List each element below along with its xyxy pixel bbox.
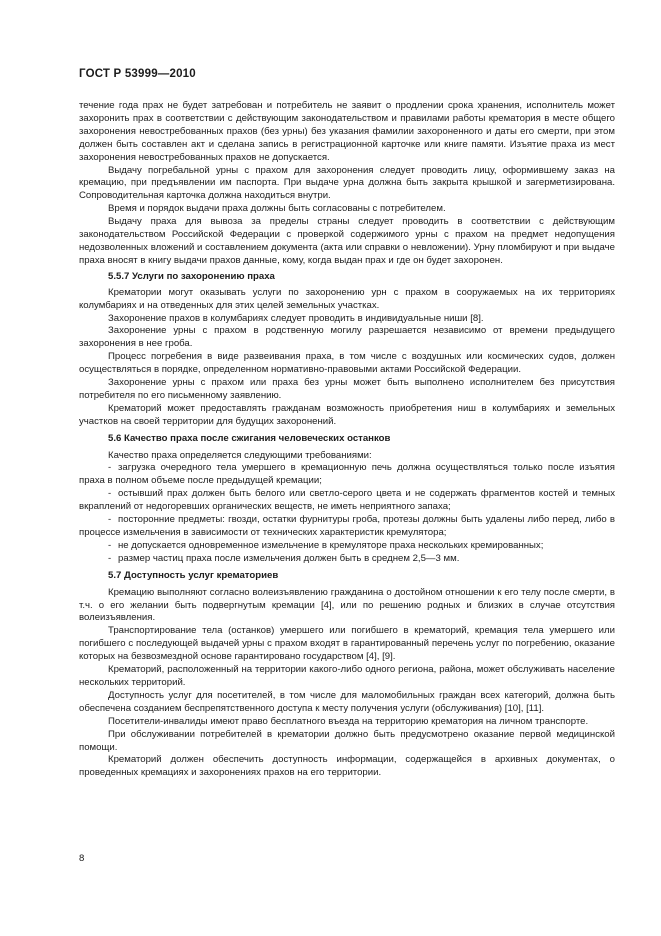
list-item	[79, 553, 615, 566]
paragraph: Время и порядок выдачи праха должны быть согласованы с потребителем.	[108, 203, 446, 215]
paragraph: Процесс погребения в виде развеивания праха, в том числе с воздушных или космических судов, должен осуществляться в порядке, определенном нормативно-правовыми актами Российской Федерации.	[79, 351, 615, 376]
list-item	[79, 462, 615, 488]
list-dash: -	[108, 514, 112, 526]
paragraph: Крематорий, расположенный на территории какого-либо одного региона, района, может обслуживать население нескольких территорий.	[79, 664, 615, 688]
list-item-text: посторонние предметы: гвозди, остатки фурнитуры гроба, протезы должны быть удалены либо перед, либо в процессе измельчения в зависимости от технических характеристик кремулятора;	[79, 514, 615, 538]
list-item-text: загрузка очередного тела умершего в кремационную печь должна осуществляться только после изъятия праха в полном объеме после предыдущей кремации;	[79, 462, 615, 487]
document-header: ГОСТ Р 53999—2010	[79, 68, 196, 80]
list-dash: -	[108, 539, 112, 551]
paragraph: Крематорий может предоставлять гражданам возможность приобретения ниш в колумбариях и земельных участков на своей территории для будущих захоронений.	[79, 402, 615, 427]
paragraph: Транспортирование тела (останков) умершего или погибшего в крематорий, кремация тела умершего или погибшего с последующей выдачей урны с прахом входят в гарантированный перечень услуг по погребению, оказание которых на безвозмездной основе гарантировано государством [4], [9].	[79, 625, 615, 663]
list-dash: -	[108, 552, 112, 564]
paragraph: Крематории могут оказывать услуги по захоронению урн с прахом в сооружаемых на их территориях колумбариях и на отведенных для этих целей земельных участках.	[79, 286, 615, 311]
paragraph: Крематорий должен обеспечить доступность информации, содержащейся в архивных документах, о проведенных кремациях и захоронениях прахов на его территории.	[79, 754, 615, 779]
list-item-text: остывший прах должен быть белого или светло-серого цвета и не содержать фрагментов костей и темных вкраплений от недогоревших органических веществ, не иметь неприятного запаха;	[79, 488, 615, 513]
paragraph: Качество праха определяется следующими требованиями:	[108, 449, 372, 461]
list-item	[79, 540, 615, 553]
paragraph: Захоронение урны с прахом в родственную могилу разрешается независимо от времени предыдущего захоронения в нее гроба.	[79, 325, 615, 350]
list-item-text: не допускается одновременное измельчение в кремуляторе праха нескольких кремированных;	[118, 539, 544, 551]
list-item	[79, 514, 615, 540]
list-item	[79, 488, 615, 514]
list-dash: -	[108, 488, 112, 500]
paragraph: Захоронение прахов в колумбариях следует проводить в индивидуальные ниши [8].	[108, 312, 484, 324]
paragraph: При обслуживании потребителей в крематории должно быть предусмотрено оказание первой медицинской помощи.	[79, 728, 615, 753]
paragraph: Выдачу праха для вывоза за пределы страны следует проводить в соответствии с действующим законодательством Российской Федерации с проверкой содержимого урны с прахом на предмет недопущения недозволенных вложений и составлением документа (акта или справки о невложении). Урну пломбируют и при выдаче праха вносят в книгу выдачи прахов данные, кому, когда выдан прах и где он будет захоронен.	[79, 216, 615, 266]
page-number: 8	[79, 853, 85, 864]
paragraph: Доступность услуг для посетителей, в том числе для маломобильных граждан всех категорий, должна быть обеспечена созданием беспрепятственного доступа к месту получения услуги (обслуживания) [10], [11].	[79, 689, 615, 714]
paragraph: Кремацию выполняют согласно волеизъявлению гражданина о достойном отношении к его телу после смерти, в т.ч. о его желании быть подвергнутым кремации [4], или по решению родных и близких в случае отсутствия волеизъявления.	[79, 586, 615, 624]
section-heading-5-5-7: 5.5.7 Услуги по захоронению праха	[108, 270, 275, 282]
paragraph: течение года прах не будет затребован и потребитель не заявит о продлении срока хранения, исполнитель может захоронить прах в соответствии с действующим законодательством и правилами работы крематория в месте общего захоронения невостребованных прахов (без урны) без указания фамилии захороненного и даты его смерти, при этом должен быть составлен акт и сделана запись в регистрационной карточке или книге памяти. Изъятие праха из мест захоронения невостребованных прахов не допускается.	[79, 100, 615, 163]
paragraph: Захоронение урны с прахом или праха без урны может быть выполнено исполнителем без присутствия потребителя по его письменному заявлению.	[79, 377, 615, 401]
list-dash: -	[108, 462, 112, 474]
paragraph: Выдачу погребальной урны с прахом для захоронения следует проводить лицу, оформившему заказ на кремацию, при предъявлении им паспорта. При выдаче урна должна быть закрыта крышкой и загерметизирована. Сопроводительная карточка должна находиться внутри.	[79, 164, 615, 202]
list-item-text: размер частиц праха после измельчения должен быть в среднем 2,5—3 мм.	[118, 552, 460, 564]
section-heading-5-6: 5.6 Качество праха после сжигания человеческих останков	[108, 432, 391, 444]
document-body	[79, 100, 615, 780]
section-heading-5-7: 5.7 Доступность услуг крематориев	[108, 569, 279, 581]
paragraph: Посетители-инвалиды имеют право бесплатного въезда на территорию крематория на личном транспорте.	[108, 715, 589, 727]
